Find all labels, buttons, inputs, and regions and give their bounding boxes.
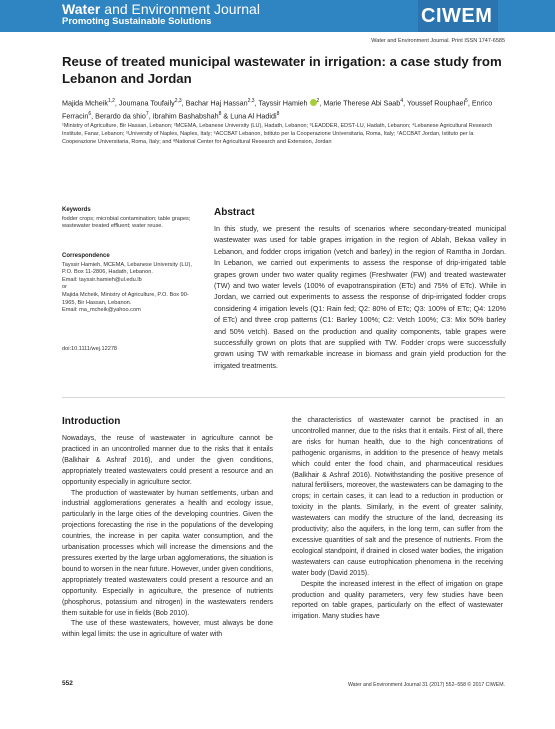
correspondence-line: Tayssir Hamieh, MCEMA, Lebanese University (LU), P.O. Box 11-2806, Hadath, Lebanon. [62,261,192,276]
paragraph: the characteristics of wastewater cannot be practised in an uncontrolled manner, due to the risks that it entails. First of all, there are risks for human health, due to the high concentrations of pathogenic organisms, in addition to the presence of heavy metals which could enter the food chain, and pharmaceutical residues (Balkhair & Ashraf 2016). Notwithstanding the positive presence of natural fertilisers, moreover, the wastewaters can be damaging to the crops; in certain cases, it can lead to a reduction in production or toxicity in the plants. Similarly, in the event of greater salinity, wastewaters can modify the structure of the land, decreasing its productivity; also the aquifers, in the long term, can suffer from the excessive quantities of salt and the presence of nutrients. From the ecological standpoint, if drained in closed water bodies, the irrigation wastewaters can cause eutrophication phenomena in the receiving water body (David 2015). [292,417,503,577]
affiliation-marker: 8 [218,110,222,117]
affiliation-marker: 2,3 [247,98,255,104]
author-name: Bachar Haj Hassan [185,98,248,108]
affiliation-marker: 5 [465,98,468,104]
correspondence-heading: Correspondence [62,253,110,259]
paragraph: Despite the increased interest in the effect of irrigation on grape production and quality parameters, very few studies have been reported on table grapes, particularly on the effect of wastewater irrigation. Many studies have [292,580,503,621]
affiliation-marker: 1,2 [107,98,115,104]
author-name: Majida Mcheik [62,98,108,108]
ciwem-logo: CIWEM [421,5,493,27]
author-name: Enrico Ferracin [62,98,493,121]
introduction-right-column [292,416,503,623]
abstract-text: In this study, we present the results of scenarios where secondary-treated municipal wastewater was used for table grapes irrigation in the region of Ablah, Bekaa valley in Lebanon, and fodder crops irrigation (vetch and barley) in the region of Ramtha in Jordan. In Lebanon, we carried out experiments to assess the response of drip-irrigated table grapes grown under two water quality regimes (Freshwater (FW) and treated wastewater (TW) and two water levels (100% of evapotranspiration (ETc) and 75% of ETc). While in Jordan, we carried out experiments to assess the response of drip-irrigated fodder crops considering 4 irrigation levels (Q1: Rain fed; Q2: 80% of ETc; Q3: 100% of ETc; Q4: 120% of ETc) and three crop patterns (C1: Barley 100%; C2: Vetch 100%; C3: Mix 50% barley and 50% vetch). Based on the production and quality components, table grapes were successfully grown on plots that are supplied with TW. Fodder crops were successfully grown using TW with remarkable increase in biomass and grain yield production for the irrigated treatments. [214,224,506,370]
section-divider [62,397,505,398]
author-name: Tayssir Hamieh [258,98,308,108]
paragraph: The use of these wastewaters, however, must always be done within legal limits: the use in agriculture of water with [62,620,273,639]
journal-tagline: Promoting Sustainable Solutions [62,16,212,27]
keywords-heading: Keywords [62,207,91,213]
keywords-block [62,207,202,231]
footer-citation: Water and Environment Journal 31 (2017) 552–558 © 2017 CIWEM. [347,682,505,688]
article-title: Reuse of treated municipal wastewater in irrigation: a case study from Lebanon and Jordan [62,54,502,86]
introduction-left-column [62,434,273,641]
author-list: Majida Mcheik$^{1,2}$, Joumana Toufaily$^{2,3}$, Bachar Haj Hassan$^{2,3}$, Tayssir Hamieh $^2$, Marie Therese Abi Saab$^4$, Youssef Rouphael$^5$, Enrico Ferracin$^6$, Berardo da shio$^7$, Ibrahim Bashabshah$^8$ & Luna Al Hadidi$^8$ [62,98,493,121]
paragraph: The production of wastewater by human settlements, urban and industrial agglomerations generates a health and ecology issue, particularly in the large cities of the developing countries. Given the projections forecasting the rise in the populations of the developing countries, the increase in per capita water consumption, and the urbanisation processes which will increase the dimensions and the pressures exerted by the large urban agglomerations, the situation is bound to worsen in the near future. However, under given conditions, appropriately treated wastewaters could present a resource and an opportunity. Especially in agriculture, the presence of nutrients (phosphorus, potassium and nitrogen) in the wastewaters renders them suitable for use in fields (Bob 2010). [62,489,273,617]
correspondence-email[interactable]: Email: tayssir.hamieh@ul.edu.lb [62,276,142,283]
orcid-icon[interactable] [310,99,317,106]
correspondence-block [62,253,202,315]
affiliation-marker: 8 [276,110,280,117]
introduction-heading: Introduction [62,416,121,427]
author-name: Ibrahim Bashabshah [152,111,219,121]
affiliations: ¹Ministry of Agriculture, Bir Hassan, Lebanon; ²MCEMA, Lebanese University (LU), Hadath, Lebanon; ³LEADDER, EDST-LU, Hadath, Lebanon; ⁴Lebanese Agricultural Research Institute, Fanar, Lebanon; ⁵University of Naples, Naples, Italy; ⁶ACCBAT Lebanon, Istituto per la Cooperazione Universitaria, Roma, Italy; ⁷ACCBAT Jordan, Istituto per la Cooperazione Universitaria, Roma, Italy; and ⁸National Center for Agricultural Research and Extension, Jordan [62,123,493,145]
affiliation-marker: 6 [88,110,92,117]
author-name: Berardo da shio [95,111,146,121]
keywords-text: fodder crops; microbial contamination; table grapes; wastewater treated effluent; water reuse. [62,215,191,230]
author-name: Luna Al Hadidi [230,111,277,121]
affiliation-marker: 7 [145,110,149,117]
author-name: Youssef Rouphael [406,98,466,108]
affiliation-marker: 2 [316,98,320,104]
journal-name: Water and Environment Journal [62,1,260,17]
paragraph: Nowadays, the reuse of wastewater in agriculture cannot be practiced in an uncontrolled manner due to the risks that it entails (Balkhair & Ashraf 2016), and under the given conditions, appropriately treated wastewaters could present a resource and an opportunity especially in agriculture sector. [62,435,273,486]
doi-link[interactable]: doi:10.1111/wej.12278 [62,346,118,352]
correspondence-line: or [62,284,67,291]
author-name: Marie Therese Abi Saab [323,98,401,108]
abstract-heading: Abstract [214,207,255,218]
issn-line: Water and Environment Journal. Print ISSN 1747-6585 [371,38,505,44]
correspondence-line: Majida Mcheik, Ministry of Agriculture, P.O. Box 90-1965, Bir Hassan, Lebanon. [62,291,189,306]
affiliation-marker: 4 [400,98,404,104]
author-name: Joumana Toufaily [118,98,175,108]
correspondence-email[interactable]: Email: ma_mcheik@yahoo.com [62,307,141,314]
affiliation-marker: 2,3 [174,98,182,104]
page-number: 552 [62,680,73,687]
